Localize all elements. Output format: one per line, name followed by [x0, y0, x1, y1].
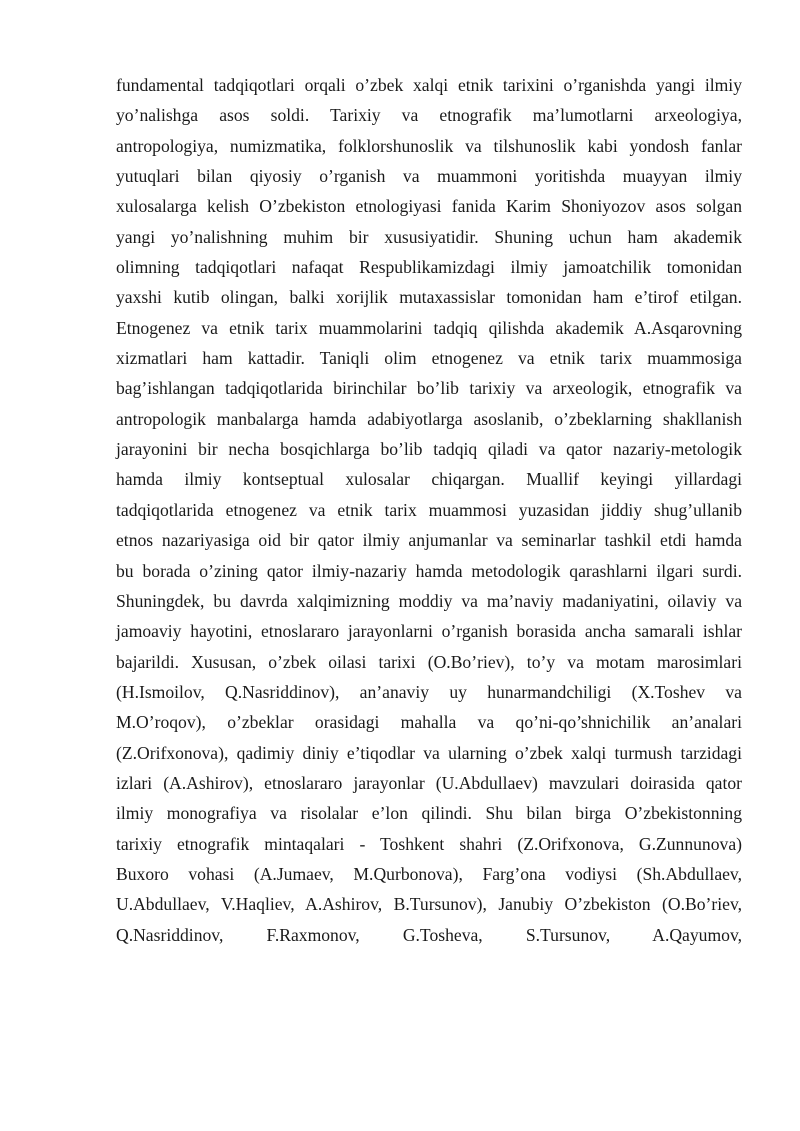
- text-line: bag’ishlangan tadqiqotlarida birinchilar bo’lib tarixiy va arxeologik, etnografik va: [116, 378, 742, 399]
- text-line: izlari (A.Ashirov), etnoslararo jarayonlar (U.Abdullaev) mavzulari doirasida qator: [116, 772, 742, 793]
- text-line: xizmatlari ham kattadir. Taniqli olim etnogenez va etnik tarix muammosiga: [116, 348, 742, 369]
- text-line: antropologik manbalarga hamda adabiyotlarga asoslanib, o’zbeklarning shakllanish: [116, 408, 742, 429]
- text-line: Q.Nasriddinov, F.Raxmonov, G.Tosheva, S.Tursunov, A.Qayumov,: [116, 924, 742, 945]
- text-line: yutuqlari bilan qiyosiy o’rganish va muammoni yoritishda muayyan ilmiy: [116, 166, 742, 187]
- text-line: xulosalarga kelish O’zbekiston etnologiyasi fanida Karim Shoniyozov asos solgan: [116, 196, 742, 217]
- text-line: olimning tadqiqotlari nafaqat Respublikamizdagi ilmiy jamoatchilik tomonidan: [116, 257, 742, 278]
- text-line: antropologiya, numizmatika, folklorshunoslik va tilshunoslik kabi yondosh fanlar: [116, 135, 742, 156]
- text-line: fundamental tadqiqotlari orqali o’zbek xalqi etnik tarixini o’rganishda yangi ilmiy: [116, 75, 742, 95]
- text-line: hamda ilmiy kontseptual xulosalar chiqargan. Muallif keyingi yillardagi: [116, 469, 742, 490]
- text-line: bajarildi. Xususan, o’zbek oilasi tarixi (O.Bo’riev), to’y va motam marosimlari: [116, 651, 742, 672]
- text-line: Etnogenez va etnik tarix muammolarini tadqiq qilishda akademik A.Asqarovning: [116, 317, 742, 338]
- body-text: [116, 70, 742, 950]
- text-line: jarayonini bir necha bosqichlarga bo’lib tadqiq qiladi va qator nazariy-metologik: [116, 439, 742, 460]
- text-line: yo’nalishga asos soldi. Tarixiy va etnografik ma’lumotlarni arxeologiya,: [116, 105, 742, 126]
- text-line: etnos nazariyasiga oid bir qator ilmiy anjumanlar va seminarlar tashkil etdi hamda: [116, 530, 742, 551]
- text-line: bu borada o’zining qator ilmiy-nazariy hamda metodologik qarashlarni ilgari surdi.: [116, 560, 742, 581]
- text-line: tarixiy etnografik mintaqalari - Toshkent shahri (Z.Orifxonova, G.Zunnunova): [116, 833, 742, 854]
- text-line: yangi yo’nalishning muhim bir xususiyatidir. Shuning uchun ham akademik: [116, 226, 742, 247]
- text-line: (H.Ismoilov, Q.Nasriddinov), an’anaviy uy hunarmandchiligi (X.Toshev va: [116, 681, 742, 702]
- text-line: Shuningdek, bu davrda xalqimizning moddiy va ma’naviy madaniyatini, oilaviy va: [116, 590, 742, 611]
- text-line: (Z.Orifxonova), qadimiy diniy e’tiqodlar va ularning o’zbek xalqi turmush tarzidagi: [116, 742, 742, 763]
- text-line: tadqiqotlarida etnogenez va etnik tarix muammosi yuzasidan jiddiy shug’ullanib: [116, 499, 742, 520]
- text-line: yaxshi kutib olingan, balki xorijlik mutaxassislar tomonidan ham e’tirof etilgan.: [116, 287, 742, 308]
- text-line: jamoaviy hayotini, etnoslararo jarayonlarni o’rganish borasida ancha samarali ishlar: [116, 621, 742, 642]
- text-line: U.Abdullaev, V.Haqliev, A.Ashirov, B.Tursunov), Janubiy O’zbekiston (O.Bo’riev,: [116, 894, 742, 915]
- text-line: Buxoro vohasi (A.Jumaev, M.Qurbonova), Farg’ona vodiysi (Sh.Abdullaev,: [116, 863, 742, 884]
- text-line: ilmiy monografiya va risolalar e’lon qilindi. Shu bilan birga O’zbekistonning: [116, 803, 742, 824]
- text-line: M.O’roqov), o’zbeklar orasidagi mahalla va qo’ni-qo’shnichilik an’analari: [116, 712, 742, 733]
